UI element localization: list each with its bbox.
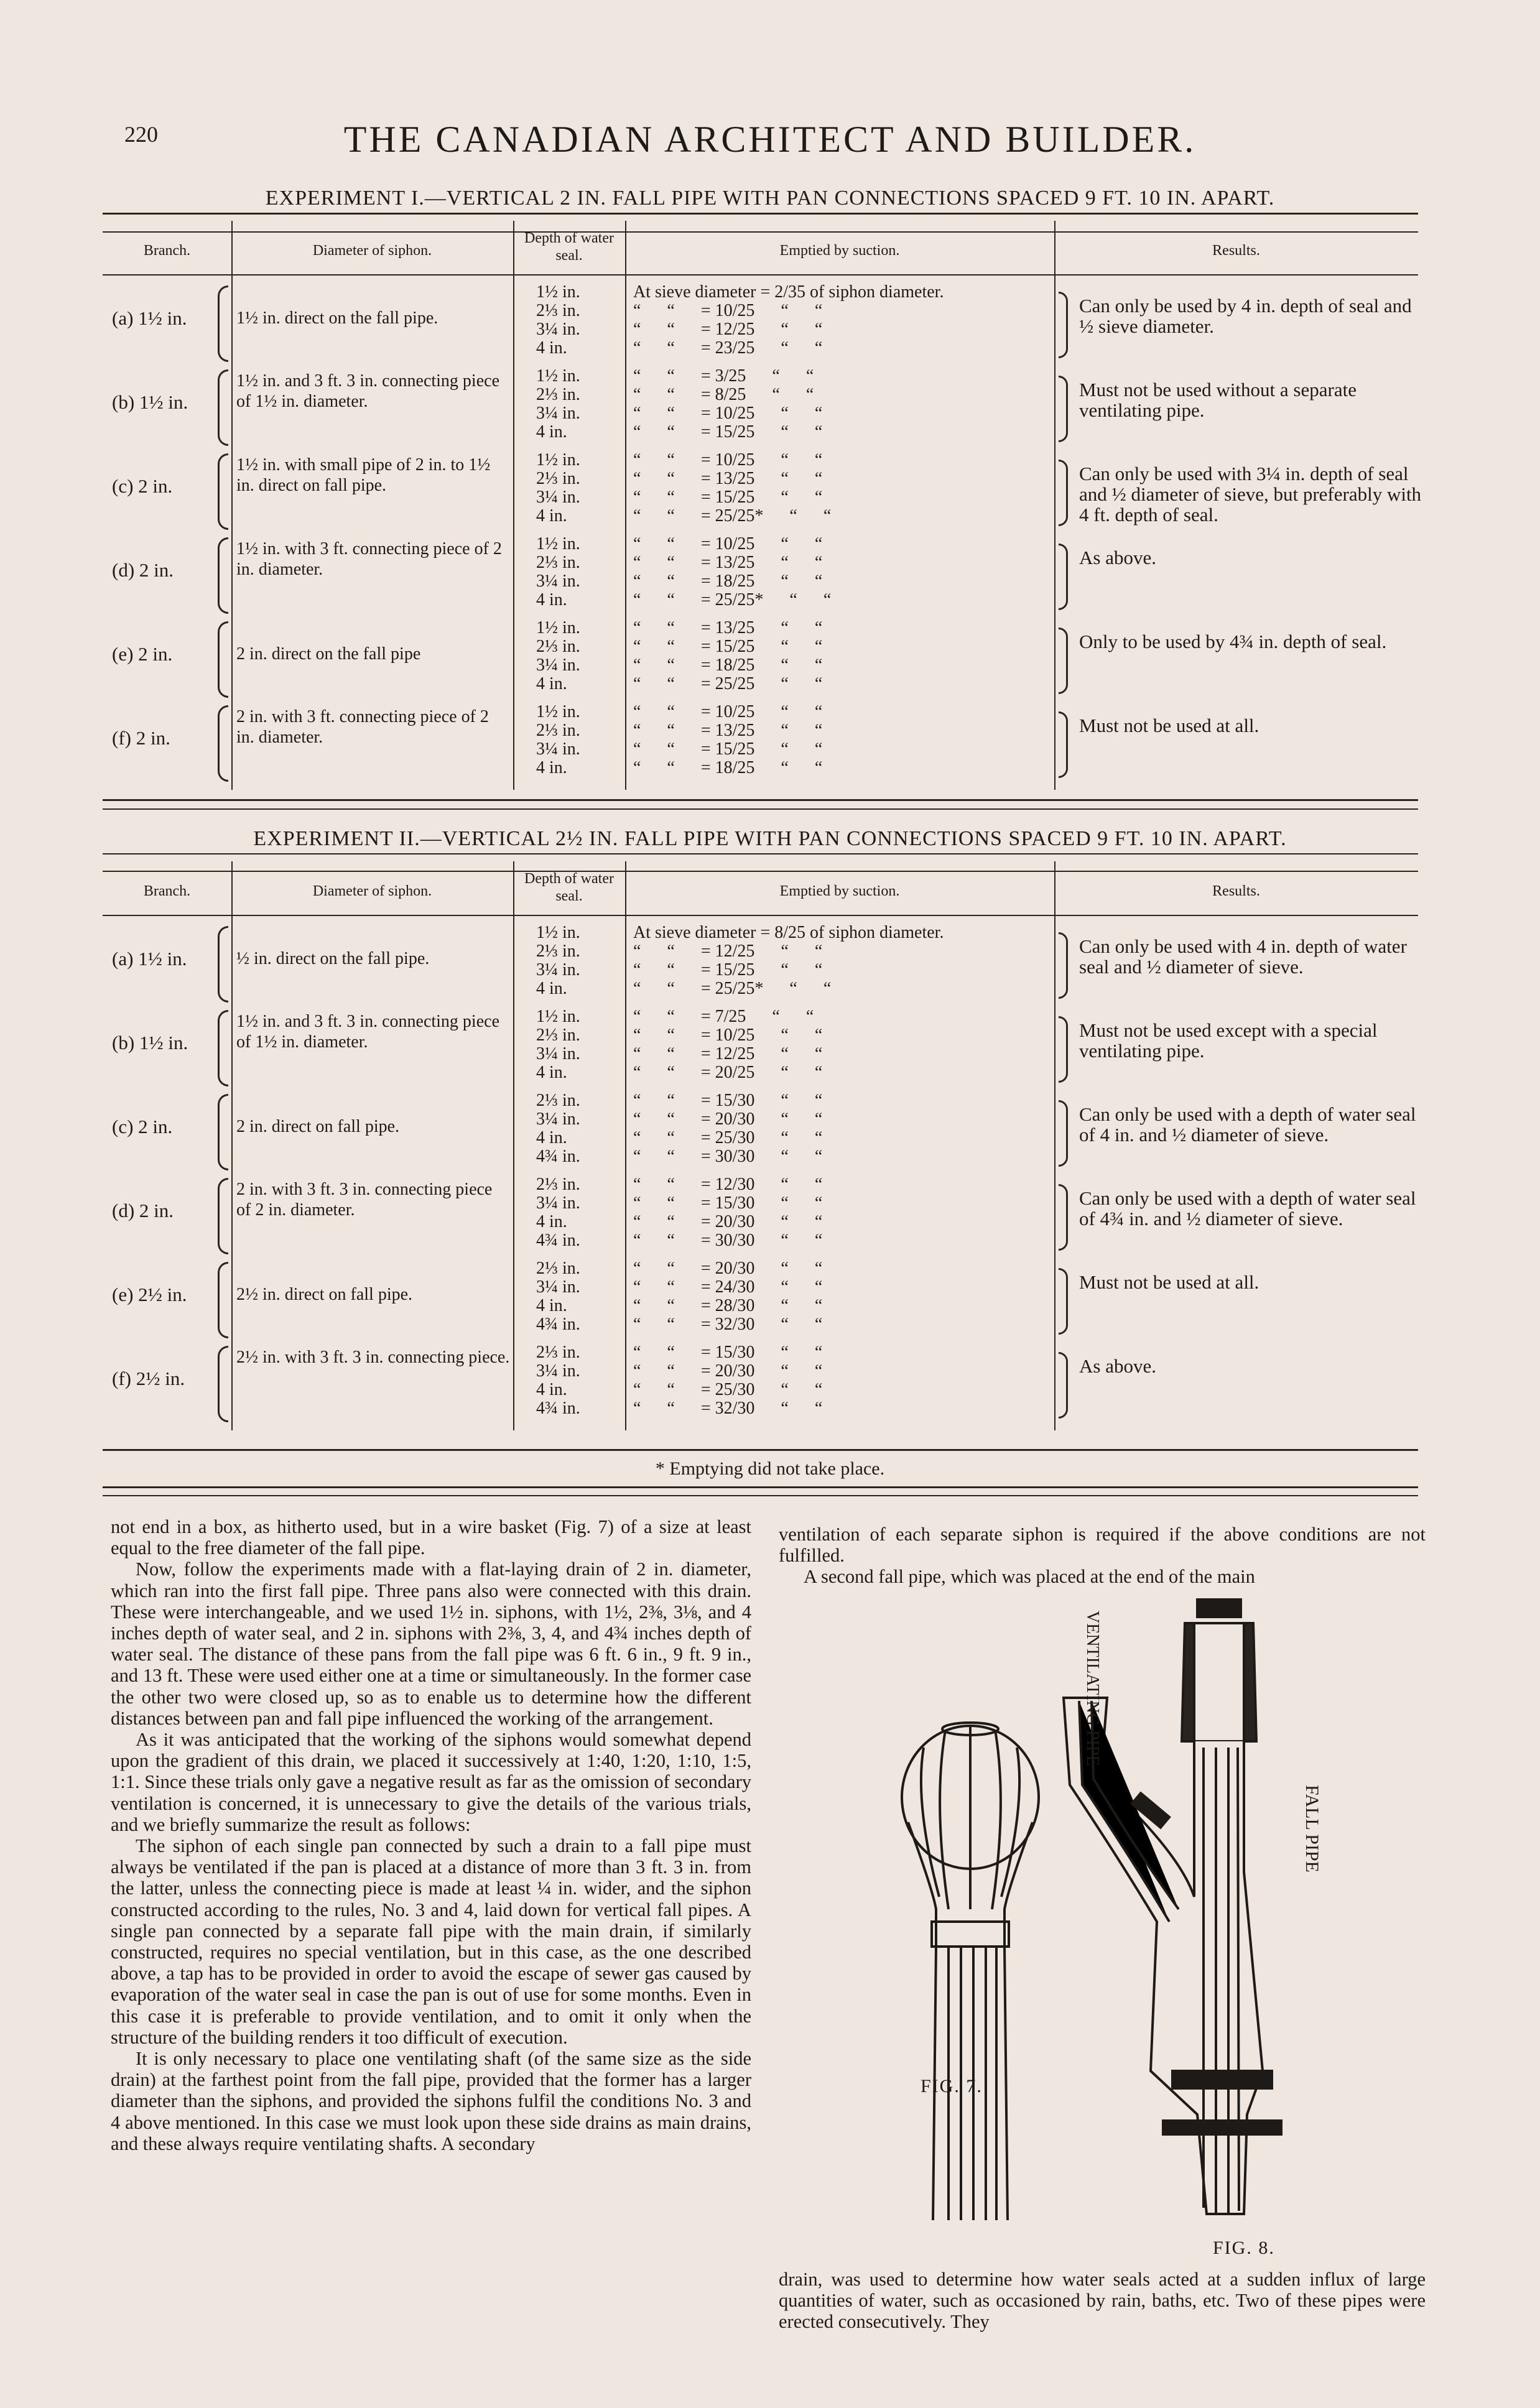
row-result: Must not be used at all. — [1079, 715, 1259, 736]
row-depth: 2⅓ in. — [536, 637, 580, 656]
column-header: Results. — [1212, 243, 1260, 259]
result-brace — [1059, 1100, 1068, 1167]
row-depth: 3¼ in. — [536, 1361, 580, 1381]
row-emptied: “ “ = 30/30 “ “ — [633, 1147, 823, 1166]
column-divider — [1054, 221, 1055, 790]
row-depth: 2⅓ in. — [536, 1175, 580, 1194]
row-depth: 1½ in. — [536, 618, 580, 637]
row-branch: (f) 2 in. — [112, 727, 170, 749]
row-emptied: “ “ = 13/25 “ “ — [633, 470, 823, 488]
paragraph: ventilation of each separate siphon is required if the above conditions are not fulfilled. — [779, 1524, 1426, 1567]
result-brace — [1059, 544, 1068, 610]
row-branch: (a) 1½ in. — [112, 948, 187, 970]
row-emptied: “ “ = 12/25 “ “ — [633, 1045, 823, 1063]
row-result: Must not be used except with a special ventilating pipe. — [1079, 1019, 1378, 1062]
table-rule — [103, 1495, 1418, 1496]
row-emptied: “ “ = 10/25 “ “ — [633, 451, 823, 470]
fig8-caption: FIG. 8. — [1213, 2238, 1275, 2258]
row-depth: 4 in. — [536, 590, 567, 609]
row-emptied: “ “ = 18/25 “ “ — [633, 572, 823, 591]
row-emptied: “ “ = 7/25 “ “ — [633, 1007, 814, 1026]
result-brace — [1059, 627, 1068, 694]
row-depth: 2⅓ in. — [536, 1026, 580, 1045]
masthead: THE CANADIAN ARCHITECT AND BUILDER. — [343, 119, 1197, 160]
table-rule — [103, 231, 1418, 233]
row-branch: (b) 1½ in. — [112, 1032, 188, 1054]
row-emptied: “ “ = 15/30 “ “ — [633, 1343, 823, 1362]
row-brace — [218, 369, 228, 446]
row-diameter: 2½ in. with 3 ft. 3 in. connecting piece. — [236, 1348, 510, 1367]
row-depth: 4 in. — [536, 506, 567, 526]
row-diameter: 2 in. direct on the fall pipe — [236, 644, 421, 664]
row-emptied: “ “ = 25/25 “ “ — [633, 675, 823, 693]
row-depth: 1½ in. — [536, 534, 580, 553]
row-brace — [218, 1010, 228, 1086]
paragraph: The siphon of each single pan connected by such a drain to a fall pipe must always be ventilated if the pan is placed at a distance of more than 3 ft. 3 in. from the latter, unless the connecting piece is made at least ¼ in. wider, and the siphon constructed according to the rules, No. 3 and 4, laid down for vertical fall pipes. A single pan connected by a separate fall pipe with the main drain, if similarly constructed, requires no special ventilation, but in this case, as the one described above, a tap has to be provided in order to avoid the escape of sewer gas caused by evaporation of the water seal in case the pan is out of use for some months. Even in this case it is preferable to provide ventilation, and to omit it only when the structure of the building renders it too difficult of execution. — [111, 1835, 751, 2048]
row-diameter: 2 in. with 3 ft. 3 in. connecting piece of 2 in. diameter. — [236, 1180, 493, 1220]
row-emptied: “ “ = 15/25 “ “ — [633, 961, 823, 979]
row-depth: 3¼ in. — [536, 739, 580, 759]
row-brace — [218, 537, 228, 614]
row-diameter: 2 in. with 3 ft. connecting piece of 2 in. diameter. — [236, 707, 489, 747]
column-header: Branch. — [143, 883, 191, 899]
body-right-column-bottom — [779, 2269, 1426, 2333]
column-header: Emptied by suction. — [779, 883, 900, 899]
table-rule — [103, 1486, 1418, 1488]
row-result: Can only be used with a depth of water seal of 4¾ in. and ½ diameter of sieve. — [1079, 1187, 1416, 1229]
row-emptied: “ “ = 20/25 “ “ — [633, 1063, 823, 1082]
row-depth: 4¾ in. — [536, 1315, 580, 1334]
row-diameter: 1½ in. with small pipe of 2 in. to 1½ in. direct on fall pipe. — [236, 455, 491, 495]
row-emptied: “ “ = 28/30 “ “ — [633, 1297, 823, 1315]
column-divider — [625, 221, 626, 790]
row-depth: 2⅓ in. — [536, 942, 580, 961]
row-emptied: “ “ = 13/25 “ “ — [633, 553, 823, 572]
row-emptied: “ “ = 15/25 “ “ — [633, 637, 823, 656]
column-header: Diameter of siphon. — [312, 883, 432, 899]
row-result: Must not be used at all. — [1079, 1271, 1259, 1293]
row-brace — [218, 1094, 228, 1170]
result-brace — [1059, 932, 1068, 999]
row-result: Only to be used by 4¾ in. depth of seal. — [1079, 631, 1387, 652]
row-brace — [218, 621, 228, 698]
row-depth: 4 in. — [536, 1128, 567, 1147]
row-depth: 1½ in. — [536, 366, 580, 386]
result-brace — [1059, 376, 1068, 442]
row-diameter: 1½ in. direct on the fall pipe. — [236, 308, 438, 328]
column-header: Diameter of siphon. — [312, 243, 432, 259]
row-emptied: “ “ = 24/30 “ “ — [633, 1278, 823, 1297]
row-emptied: “ “ = 30/30 “ “ — [633, 1231, 823, 1250]
paragraph: It is only necessary to place one ventilating shaft (of the same size as the side drain) at the farthest point from the fall pipe, provided that the former has a larger diameter than the siphons, and provided the siphons fulfil the conditions No. 3 and 4 above mentioned. In this case we must look upon these side drains as main drains, and these always require ventilating shafts. A secondary — [111, 2048, 751, 2154]
row-brace — [218, 1346, 228, 1422]
fig8-label-vent: VENTILATING PIPE — [1083, 1611, 1102, 1766]
fig7-caption: FIG. 7. — [921, 2076, 983, 2096]
row-result: As above. — [1079, 547, 1156, 568]
result-brace — [1059, 1016, 1068, 1083]
row-brace — [218, 705, 228, 782]
row-emptied: “ “ = 15/25 “ “ — [633, 488, 823, 507]
row-diameter: ½ in. direct on the fall pipe. — [236, 949, 430, 968]
row-result: Can only be used with a depth of water seal of 4 in. and ½ diameter of sieve. — [1079, 1103, 1416, 1146]
row-emptied: “ “ = 20/30 “ “ — [633, 1110, 823, 1129]
column-divider — [513, 861, 514, 1430]
row-diameter: 2½ in. direct on fall pipe. — [236, 1285, 413, 1304]
row-diameter: 1½ in. and 3 ft. 3 in. connecting piece of 1½ in. diameter. — [236, 371, 499, 411]
column-divider — [231, 221, 233, 790]
experiment-2-title: EXPERIMENT II.—VERTICAL 2½ IN. FALL PIPE WITH PAN CONNECTIONS SPACED 9 FT. 10 IN. APART. — [253, 827, 1287, 850]
row-depth: 1½ in. — [536, 702, 580, 721]
column-header: Depth of water seal. — [524, 871, 614, 904]
row-depth: 3¼ in. — [536, 320, 580, 339]
row-depth: 4 in. — [536, 1296, 567, 1315]
column-divider — [513, 221, 514, 790]
row-depth: 4 in. — [536, 979, 567, 998]
body-right-column-top — [779, 1524, 1426, 1588]
row-brace — [218, 1262, 228, 1338]
row-depth: 2⅓ in. — [536, 1091, 580, 1110]
row-emptied: “ “ = 32/30 “ “ — [633, 1399, 823, 1418]
row-result: As above. — [1079, 1355, 1156, 1377]
row-result: Can only be used with 3¼ in. depth of seal and ½ diameter of sieve, but preferably with 4 ft. depth of seal. — [1079, 463, 1422, 526]
row-depth: 4¾ in. — [536, 1399, 580, 1418]
row-depth: 3¼ in. — [536, 1193, 580, 1213]
page-number: 220 — [124, 122, 158, 147]
row-emptied: “ “ = 15/30 “ “ — [633, 1091, 823, 1110]
header-underline — [103, 915, 1418, 916]
row-emptied: At sieve diameter = 2/35 of siphon diameter. — [633, 283, 944, 302]
row-emptied: “ “ = 10/25 “ “ — [633, 302, 823, 320]
row-emptied: “ “ = 18/25 “ “ — [633, 656, 823, 675]
row-emptied: “ “ = 20/30 “ “ — [633, 1259, 823, 1278]
table-rule — [103, 799, 1418, 801]
row-emptied: “ “ = 15/25 “ “ — [633, 740, 823, 759]
row-depth: 4 in. — [536, 338, 567, 358]
table-rule — [103, 213, 1418, 215]
row-branch: (c) 2 in. — [112, 1116, 173, 1137]
row-diameter: 1½ in. with 3 ft. connecting piece of 2 in. diameter. — [236, 539, 502, 579]
paragraph: Now, follow the experiments made with a flat-laying drain of 2 in. diameter, which ran into the first fall pipe. Three pans also were connected with this drain. These were interchangeable, and we used 1½ in. siphons, with 1½, 2⅜, 3⅛, and 4 inches depth of water seal, and 2 in. siphons with 2⅜, 3, 4, and 4¾ inches depth of water seal. The distance of these pans from the fall pipe was 6 ft. 6 in., 9 ft. 9 in., and 13 ft. These were used either one at a time or simultaneously. In the former case the other two were closed up, so as to enable us to determine how the different distances between pan and fall pipe influenced the working of the arrangement. — [111, 1558, 751, 1729]
row-emptied: “ “ = 23/25 “ “ — [633, 339, 823, 358]
column-header: Branch. — [143, 243, 191, 259]
row-emptied: “ “ = 20/30 “ “ — [633, 1362, 823, 1381]
fig7-wire-basket-drawing — [902, 1723, 1039, 2220]
figures-illustration — [858, 1598, 1368, 2239]
row-depth: 3¼ in. — [536, 1109, 580, 1129]
result-brace — [1059, 460, 1068, 526]
header-underline — [103, 274, 1418, 276]
table-rule — [103, 808, 1418, 810]
row-emptied: “ “ = 25/30 “ “ — [633, 1129, 823, 1147]
table-rule — [103, 1449, 1418, 1451]
row-branch: (d) 2 in. — [112, 559, 174, 581]
row-emptied: “ “ = 12/25 “ “ — [633, 942, 823, 961]
row-emptied: “ “ = 13/25 “ “ — [633, 619, 823, 637]
paragraph: As it was anticipated that the working of the siphons would somewhat depend upon the gradient of this drain, we placed it successively at 1:40, 1:20, 1:10, 1:5, 1:1. Since these trials only gave a negative result as far as the omission of secondary ventilation is concerned, it is unnecessary to give the details of the various trials, and we briefly summarize the result as follows: — [111, 1729, 751, 1835]
row-emptied: “ “ = 32/30 “ “ — [633, 1315, 823, 1334]
row-depth: 4 in. — [536, 1212, 567, 1231]
body-left-column — [111, 1516, 751, 2154]
result-brace — [1059, 1184, 1068, 1251]
row-depth: 4 in. — [536, 1380, 567, 1399]
row-branch: (e) 2 in. — [112, 643, 173, 665]
row-branch: (a) 1½ in. — [112, 307, 187, 329]
row-depth: 2⅓ in. — [536, 721, 580, 740]
row-emptied: “ “ = 8/25 “ “ — [633, 386, 814, 404]
row-result: Can only be used with 4 in. depth of water seal and ½ diameter of sieve. — [1079, 935, 1407, 978]
table-rule — [103, 871, 1418, 872]
footnote: * Emptying did not take place. — [655, 1458, 885, 1479]
row-emptied: “ “ = 20/30 “ “ — [633, 1213, 823, 1231]
row-depth: 3¼ in. — [536, 404, 580, 423]
row-depth: 4 in. — [536, 1063, 567, 1082]
row-emptied: “ “ = 10/25 “ “ — [633, 404, 823, 423]
row-depth: 2⅓ in. — [536, 553, 580, 572]
row-diameter: 1½ in. and 3 ft. 3 in. connecting piece of 1½ in. diameter. — [236, 1012, 499, 1052]
column-divider — [625, 861, 626, 1430]
row-brace — [218, 285, 228, 362]
row-emptied: “ “ = 25/25* “ “ — [633, 507, 832, 526]
row-emptied: “ “ = 10/25 “ “ — [633, 1026, 823, 1045]
row-branch: (d) 2 in. — [112, 1200, 174, 1221]
row-depth: 4 in. — [536, 674, 567, 693]
experiment-1-title: EXPERIMENT I.—VERTICAL 2 IN. FALL PIPE WITH PAN CONNECTIONS SPACED 9 FT. 10 IN. APART. — [265, 187, 1275, 210]
row-depth: 3¼ in. — [536, 1044, 580, 1063]
row-depth: 3¼ in. — [536, 1277, 580, 1297]
paragraph: drain, was used to determine how water seals acted at a sudden influx of large quantities of water, such as occasioned by rain, baths, etc. Two of these pipes were erected consecutively. They — [779, 2269, 1426, 2333]
row-depth: 2⅓ in. — [536, 385, 580, 404]
row-diameter: 2 in. direct on fall pipe. — [236, 1117, 400, 1136]
row-brace — [218, 453, 228, 530]
column-header: Results. — [1212, 883, 1260, 899]
column-divider — [231, 861, 233, 1430]
row-depth: 2⅓ in. — [536, 469, 580, 488]
row-emptied: “ “ = 25/25* “ “ — [633, 591, 832, 609]
table-rule — [103, 853, 1418, 854]
column-divider — [1054, 861, 1055, 1430]
row-depth: 1½ in. — [536, 282, 580, 302]
row-brace — [218, 926, 228, 1003]
row-emptied: “ “ = 13/25 “ “ — [633, 721, 823, 740]
row-emptied: “ “ = 15/25 “ “ — [633, 423, 823, 442]
row-depth: 2⅓ in. — [536, 301, 580, 320]
row-depth: 4 in. — [536, 758, 567, 777]
result-brace — [1059, 1352, 1068, 1419]
row-emptied: “ “ = 10/25 “ “ — [633, 535, 823, 553]
row-depth: 1½ in. — [536, 450, 580, 470]
row-depth: 1½ in. — [536, 923, 580, 942]
result-brace — [1059, 292, 1068, 358]
row-depth: 3¼ in. — [536, 488, 580, 507]
row-depth: 2⅓ in. — [536, 1343, 580, 1362]
row-depth: 4 in. — [536, 422, 567, 442]
row-emptied: At sieve diameter = 8/25 of siphon diameter. — [633, 924, 944, 942]
row-emptied: “ “ = 25/30 “ “ — [633, 1381, 823, 1399]
paragraph: not end in a box, as hitherto used, but in a wire basket (Fig. 7) of a size at least equal to the free diameter of the fall pipe. — [111, 1516, 751, 1559]
row-branch: (e) 2½ in. — [112, 1284, 187, 1305]
row-emptied: “ “ = 25/25* “ “ — [633, 979, 832, 998]
row-result: Must not be used without a separate ventilating pipe. — [1079, 379, 1357, 421]
column-header: Depth of water seal. — [524, 230, 614, 264]
column-header: Emptied by suction. — [779, 243, 900, 259]
row-branch: (f) 2½ in. — [112, 1368, 185, 1389]
paragraph: A second fall pipe, which was placed at the end of the main — [804, 1566, 1255, 1588]
row-depth: 4¾ in. — [536, 1147, 580, 1166]
row-branch: (c) 2 in. — [112, 475, 173, 497]
row-emptied: “ “ = 12/25 “ “ — [633, 320, 823, 339]
result-brace — [1059, 1268, 1068, 1335]
result-brace — [1059, 711, 1068, 778]
fig8-label-fall: FALL PIPE — [1302, 1785, 1322, 1873]
row-emptied: “ “ = 12/30 “ “ — [633, 1175, 823, 1194]
row-branch: (b) 1½ in. — [112, 391, 188, 413]
row-depth: 2⅓ in. — [536, 1259, 580, 1278]
row-emptied: “ “ = 15/30 “ “ — [633, 1194, 823, 1213]
row-depth: 1½ in. — [536, 1007, 580, 1026]
row-brace — [218, 1178, 228, 1254]
row-emptied: “ “ = 10/25 “ “ — [633, 703, 823, 721]
row-depth: 3¼ in. — [536, 960, 580, 979]
row-emptied: “ “ = 18/25 “ “ — [633, 759, 823, 777]
row-emptied: “ “ = 3/25 “ “ — [633, 367, 814, 386]
row-depth: 3¼ in. — [536, 655, 580, 675]
row-depth: 4¾ in. — [536, 1231, 580, 1250]
row-result: Can only be used by 4 in. depth of seal and ½ sieve diameter. — [1079, 295, 1412, 337]
row-depth: 3¼ in. — [536, 572, 580, 591]
